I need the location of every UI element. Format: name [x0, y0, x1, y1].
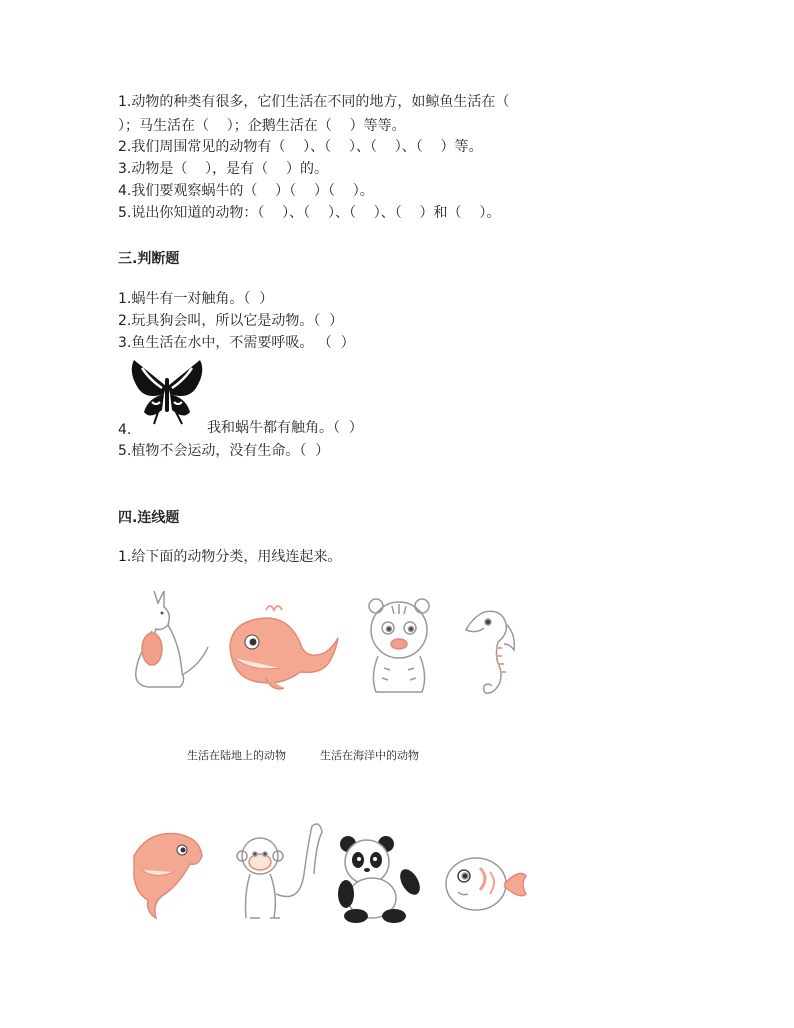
- fill-in-q1-line2: ）；马生活在（ ）；企鹅生活在（ ）等等。: [118, 118, 406, 134]
- label-land-animals: 生活在陆地上的动物: [187, 749, 286, 762]
- fill-in-q5: 5.说出你知道的动物：（ ）、（ ）、（ ）、（ ）和（ ）。: [118, 205, 501, 221]
- monkey-image: [230, 814, 326, 924]
- butterfly-image: [128, 358, 206, 426]
- tiger-image: [356, 596, 442, 696]
- judge-q1: 1.蜗牛有一对触角。（ ）: [118, 291, 274, 307]
- section-4-title: 四.连线题: [118, 510, 180, 526]
- fill-in-q1-line1: 1.动物的种类有很多，它们生活在不同的地方，如鲸鱼生活在（: [118, 94, 510, 110]
- judge-q3: 3.鱼生活在水中，不需要呼吸。 （ ）: [118, 335, 355, 351]
- section-3-title: 三.判断题: [118, 251, 180, 267]
- judge-q4-text: 我和蜗牛都有触角。（ ）: [207, 420, 363, 436]
- judge-q5: 5.植物不会运动，没有生命。（ ）: [118, 443, 330, 459]
- match-q1: 1.给下面的动物分类，用线连起来。: [118, 549, 342, 565]
- fill-in-q2: 2.我们周围常见的动物有（ ）、（ ）、（ ）、（ ）等。: [118, 139, 483, 155]
- whale-image: [222, 602, 340, 694]
- panda-image: [334, 832, 426, 924]
- judge-q2: 2.玩具狗会叫，所以它是动物。（ ）: [118, 313, 344, 329]
- seahorse-image: [462, 604, 522, 700]
- fish-image: [440, 846, 530, 924]
- dolphin-image: [128, 826, 208, 924]
- fill-in-q3: 3.动物是（ ），是有（ ）的。: [118, 161, 328, 177]
- label-sea-animals: 生活在海洋中的动物: [320, 749, 419, 762]
- fill-in-q4: 4.我们要观察蜗牛的（ ）（ ）（ ）。: [118, 183, 374, 199]
- judge-q4-number: 4.: [118, 422, 132, 438]
- kangaroo-image: [124, 585, 214, 695]
